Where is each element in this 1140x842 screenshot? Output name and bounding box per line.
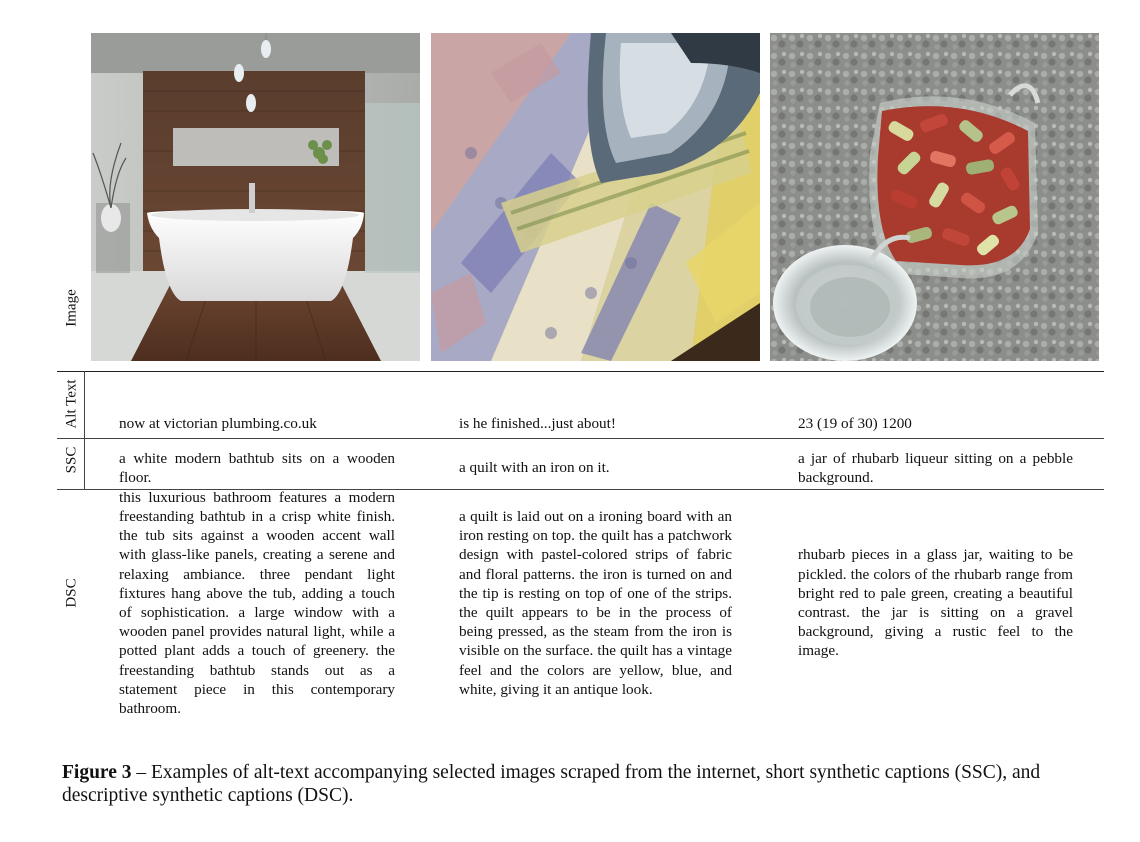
figure-caption (62, 761, 1102, 807)
image-bathroom (91, 33, 420, 361)
figure-label: Figure 3 (62, 762, 132, 783)
row-label-image: Image (63, 289, 80, 327)
row-label-ssc: SSC (63, 446, 80, 474)
row-label-alt-text: Alt Text (63, 379, 80, 429)
alt-text-cell-3: 23 (19 of 30) 1200 (798, 415, 912, 433)
ssc-cell-2: a quilt with an iron on it. (459, 459, 610, 477)
table-top-rule (57, 371, 1104, 372)
alt-text-cell-2: is he finished...just about! (459, 415, 616, 433)
figure-caption-text: – Examples of alt-text accompanying selected images scraped from the internet, short synthetic captions (SSC), and descriptive synthetic captions (DSC). (62, 762, 1041, 806)
table-left-border (84, 371, 85, 489)
alt-text-cell-1: now at victorian plumbing.co.uk (119, 415, 317, 433)
dsc-cell-3: rhubarb pieces in a glass jar, waiting to be pickled. the colors of the rhubarb range from bright red to pale green, creating a beautiful contrast. the jar is sitting on a gravel background, giving a rustic feel to the image. (798, 546, 1073, 660)
dsc-cell-2: a quilt is laid out on a ironing board with an iron resting on top. the quilt has a patchwork design with pastel-colored strips of fabric and floral patterns. the iron is turned on and the tip is resting on top of one of the strips. the quilt appears to be in the process of being pressed, as the steam from the iron is visible on the surface. the quilt has a vintage feel and the colors are yellow, blue, and white, giving it an antique look. (459, 507, 732, 698)
image-quilt (431, 33, 760, 361)
dsc-cell-1: this luxurious bathroom features a modern freestanding bathtub in a crisp white finish. the tub sits against a wooden accent wall with glass-like panels, creating a serene and relaxing ambiance. three pendant light fixtures hang above the tub, adding a touch of sophistication. a large window with a wooden panel provides natural light, while a potted plant adds a touch of greenery. the freestanding bathtub stands out as a statement piece in this contemporary bathroom. (119, 488, 395, 718)
image-rhubarb-jar (770, 33, 1099, 361)
table-rule-alt (57, 438, 1104, 439)
ssc-cell-3: a jar of rhubarb liqueur sitting on a pebble background. (798, 449, 1073, 486)
ssc-cell-1: a white modern bathtub sits on a wooden floor. (119, 449, 395, 486)
row-label-dsc: DSC (63, 578, 80, 608)
